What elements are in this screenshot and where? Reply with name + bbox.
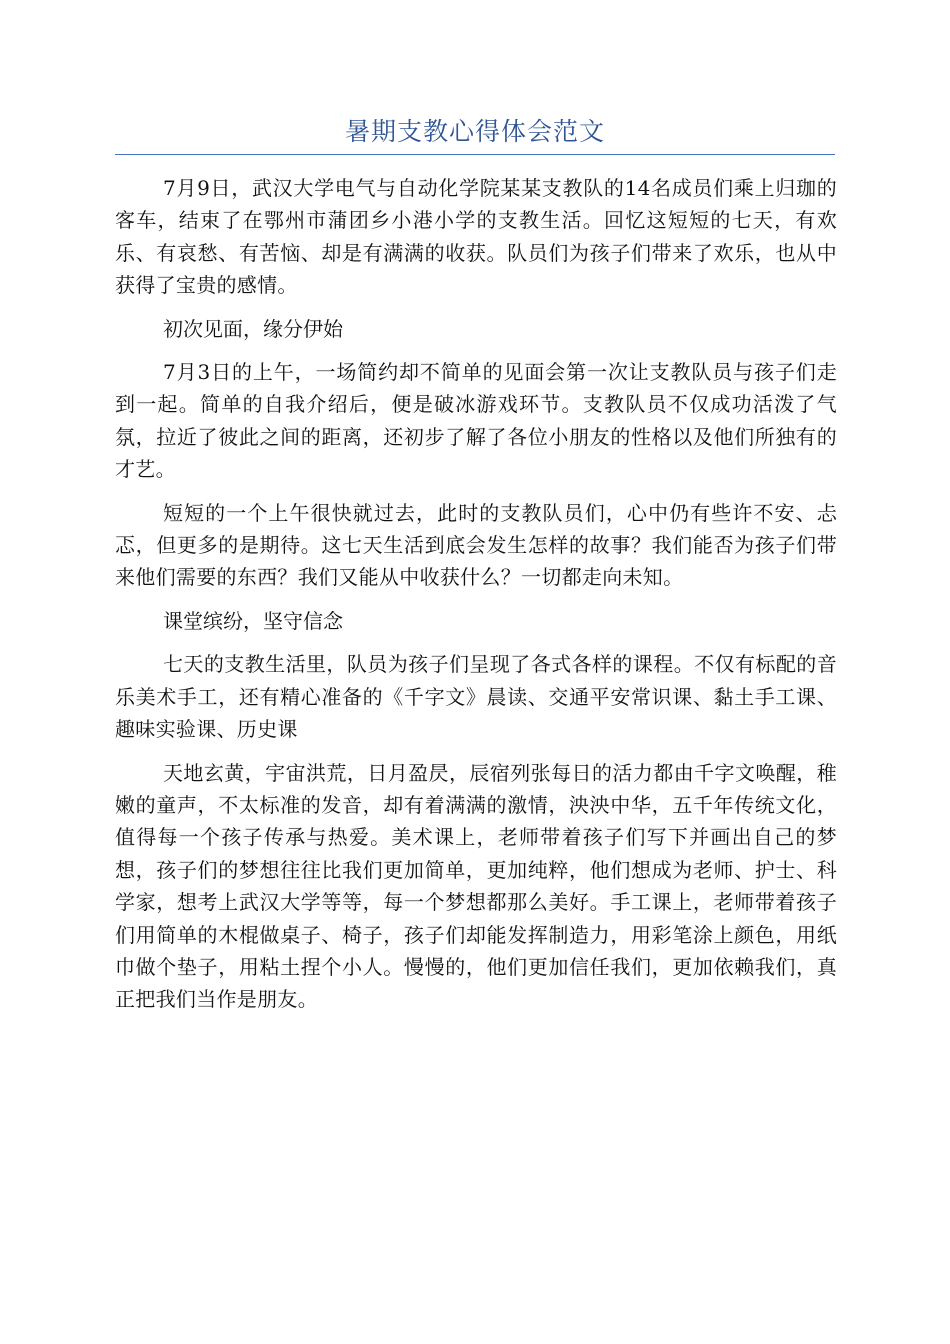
section-heading-first-meeting: 初次见面，缘分伊始: [163, 316, 343, 341]
paragraph-meeting: 7月3日的上午，一场简约却不简单的见面会第一次让支教队员与孩子们走到一起。简单的自我介绍后，便是破冰游戏环节。支教队员不仅成功活泼了气氛，拉近了彼此之间的距离，还初步了解了各位小朋友的性格以及他们所独有的才艺。: [115, 360, 837, 482]
document-body: [115, 172, 837, 1027]
paragraph-daily-life: 天地玄黄，宇宙洪荒，日月盈昃，辰宿列张每日的活力都由千字文唤醒，稚嫩的童声，不太标准的发音，却有着满满的激情，泱泱中华，五千年传统文化，值得每一个孩子传承与热爱。美术课上，老师带着孩子们写下并画出自己的梦想，孩子们的梦想往往比我们更加简单，更加纯粹，他们想成为老师、护士、科学家，想考上武汉大学等等，每一个梦想都那么美好。手工课上，老师带着孩子们用简单的木棍做桌子、椅子，孩子们却能发挥制造力，用彩笔涂上颜色，用纸巾做个垫子，用粘土捏个小人。慢慢的，他们更加信任我们，更加依赖我们，真正把我们当作是朋友。: [115, 760, 837, 1012]
document-title: 暑期支教心得体会范文: [344, 117, 605, 146]
paragraph-courses: 七天的支教生活里，队员为孩子们呈现了各式各样的课程。不仅有标配的音乐美术手工，还有精心准备的《千字文》晨读、交通平安常识课、黏土手工课、趣味实验课、历史课: [115, 652, 837, 742]
paragraph-intro: 7月9日，武汉大学电气与自动化学院某某支教队的14名成员们乘上归珈的客车，结束了在鄂州市蒲团乡小港小学的支教生活。回忆这短短的七天，有欢乐、有哀愁、有苦恼、却是有满满的收获。队员们为孩子们带来了欢乐，也从中获得了宝贵的感情。: [115, 176, 837, 298]
title-underline: [115, 154, 835, 155]
section-heading-classes: 课堂缤纷，坚守信念: [163, 608, 343, 633]
paragraph-expectation: 短短的一个上午很快就过去，此时的支教队员们，心中仍有些许不安、忐忑，但更多的是期待。这七天生活到底会发生怎样的故事？我们能否为孩子们带来他们需要的东西？我们又能从中收获什么？一切都走向未知。: [115, 500, 837, 590]
